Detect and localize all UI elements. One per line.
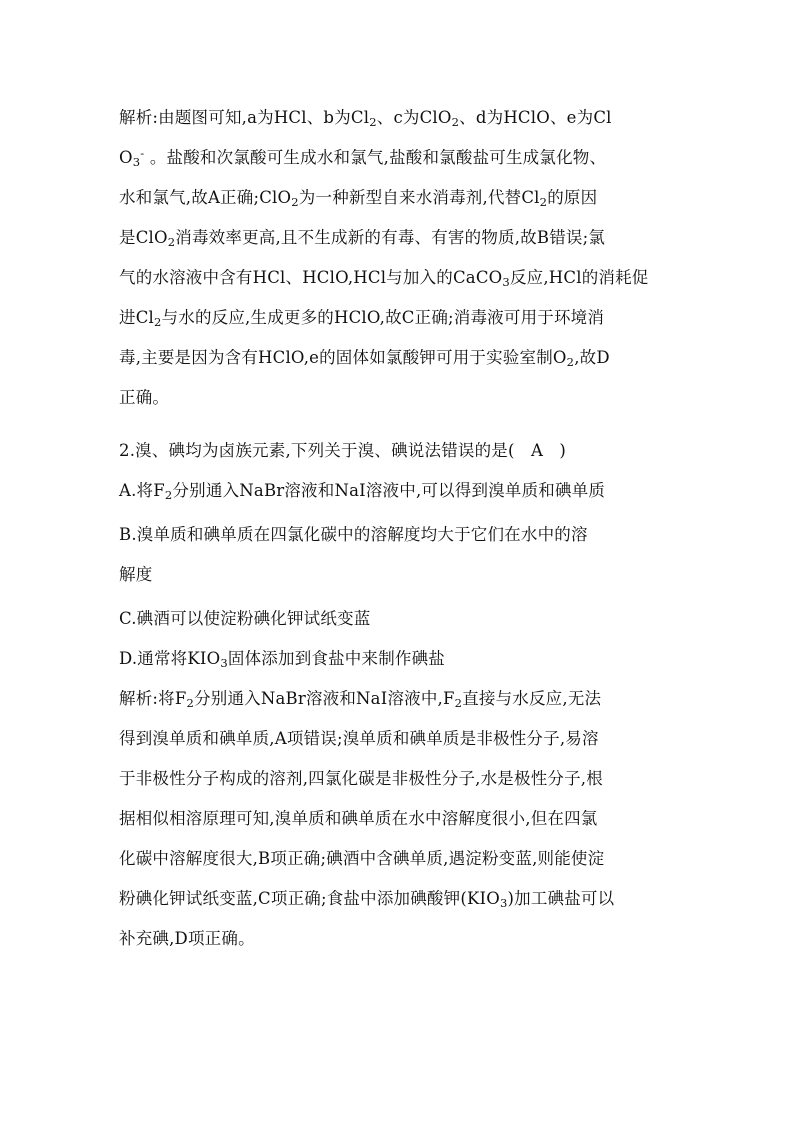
text-line: D.通常将$KIO_3$固体添加到食盐中来制作碘盐 <box>119 649 446 670</box>
text-line: 是ClO$_2$消毒效率更高,且不生成新的有毒、有害的物质,故B错误;氯 <box>119 228 606 249</box>
text-line: B.溴单质和碘单质在四氯化碳中的溶解度均大于它们在水中的溶 <box>119 525 588 544</box>
text-line: $O_3^-$ 。盐酸和次氯酸可生成水和氯气,盐酸和氯酸盐可生成氯化物、 <box>119 146 607 169</box>
text-line: 进$Cl_2$与水的反应,生成更多的HClO,故C正确;消毒液可用于环境消 <box>119 308 605 329</box>
text-line: 气的水溶液中含有HCl、HClO,HCl与加入的CaCO$_3$反应,HCl的消耗促 <box>119 268 649 289</box>
text-line: 2.溴、碘均为卤族元素,下列关于溴、碘说法错误的是( A ) <box>119 441 567 460</box>
text-line: C.碘酒可以使淀粉碘化钾试纸变蓝 <box>119 609 371 628</box>
text-line: 解析:将$F_2$分别通入NaBr溶液和NaI溶液中$,F_2$直接与水反应,无法 <box>119 689 602 710</box>
text-line: 于非极性分子构成的溶剂,四氯化碳是非极性分子,水是极性分子,根 <box>119 769 603 788</box>
text-line: 解度 <box>119 565 153 584</box>
text-line: 化碳中溶解度很大,B项正确;碘酒中含碘单质,遇淀粉变蓝,则能使淀 <box>119 849 605 868</box>
text-line: 正确。 <box>119 388 170 407</box>
text-line: A.将$F_2$分别通入NaBr溶液和NaI溶液中,可以得到溴单质和碘单质 <box>119 481 606 502</box>
text-line: 粉碘化钾试纸变蓝,C项正确;食盐中添加碘酸钾$(KIO_3)$加工碘盐可以 <box>119 889 615 910</box>
text-line: 水和氯气,故A正确;ClO$_2$为一种新型自来水消毒剂,代替$Cl_2$的原因 <box>119 188 598 209</box>
text-line: 得到溴单质和碘单质,A项错误;溴单质和碘单质是非极性分子,易溶 <box>119 729 599 748</box>
text-line: 据相似相溶原理可知,溴单质和碘单质在水中溶解度很小,但在四氯 <box>119 809 598 828</box>
text-line: 补充碘,D项正确。 <box>119 929 255 948</box>
text-line: 解析:由题图可知,a为HCl、b为$Cl_2$、c为ClO$_2$、d为HClO、e为Cl <box>119 108 612 129</box>
text-line: 毒,主要是因为含有HClO,e的固体如氯酸钾可用于实验室制$O_2$,故D <box>119 348 610 369</box>
